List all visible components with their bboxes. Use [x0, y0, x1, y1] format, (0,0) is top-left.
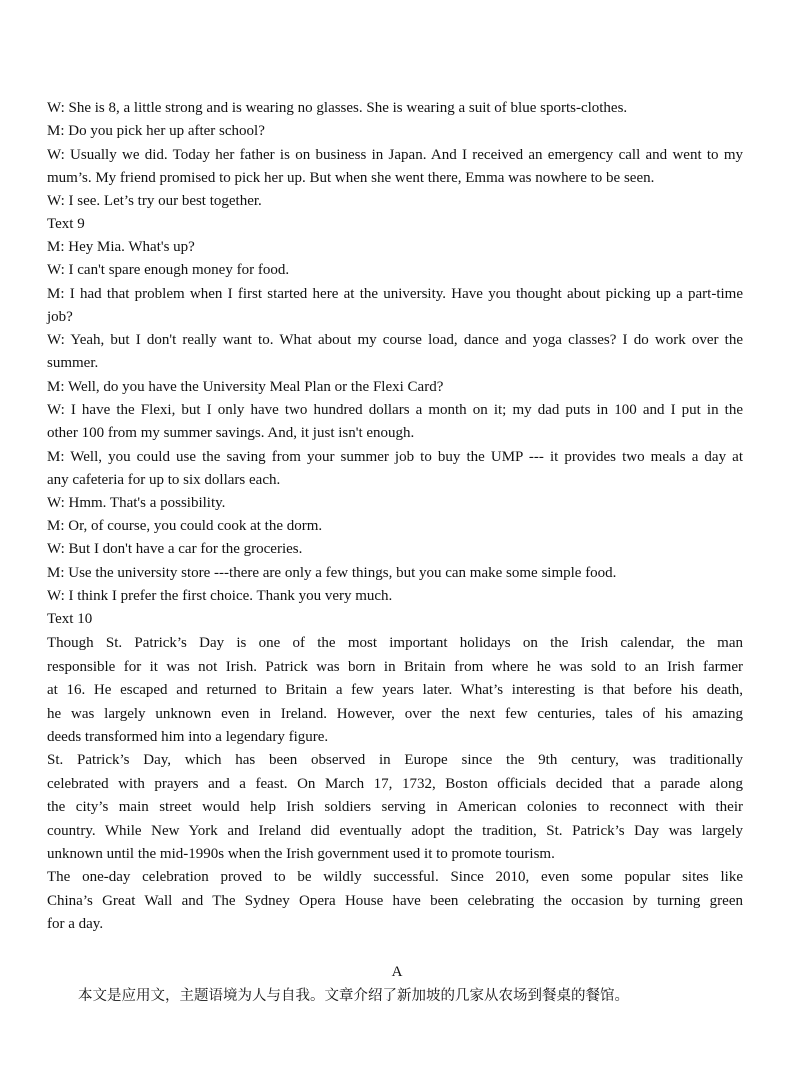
passage-line: deeds transformed him into a legendary figure.: [47, 729, 329, 745]
dialogue-line: W: I see. Let’s try our best together.: [47, 193, 262, 209]
passage-line: celebrated with prayers and a feast. On March 17, 1732, Boston officials decided that a parade along: [47, 776, 743, 792]
dialogue-line: M: Hey Mia. What's up?: [47, 239, 195, 255]
dialogue-line: W: I can't spare enough money for food.: [47, 262, 290, 278]
dialogue-line: W: She is 8, a little strong and is wearing no glasses. She is wearing a suit of blue sports-clothes.: [47, 100, 628, 116]
passage-line: St. Patrick’s Day, which has been observed in Europe since the 9th century, was traditionally: [47, 752, 743, 768]
dialogue-line: M: I had that problem when I first started here at the university. Have you thought about picking up a part-time: [47, 286, 743, 302]
dialogue-line: M: Use the university store ---there are only a few things, but you can make some simple food.: [47, 565, 617, 581]
passage-line: he was largely unknown even in Ireland. However, over the next few centuries, tales of his amazing: [47, 706, 743, 722]
dialogue-line: summer.: [47, 355, 99, 371]
dialogue-line: W: Usually we did. Today her father is on business in Japan. And I received an emergency call and went to my: [47, 147, 743, 163]
section-label-text-9: Text 9: [47, 216, 85, 232]
passage-line: China’s Great Wall and The Sydney Opera House have been celebrating the occasion by turning green: [47, 893, 743, 909]
chinese-summary: 本文是应用文，主题语境为人与自我。文章介绍了新加坡的几家从农场到餐桌的餐馆。: [78, 988, 629, 1004]
dialogue-line: mum’s. My friend promised to pick her up. But when she went there, Emma was nowhere to be seen.: [47, 170, 655, 186]
dialogue-line: M: Well, do you have the University Meal Plan or the Flexi Card?: [47, 379, 444, 395]
passage-line: Though St. Patrick’s Day is one of the most important holidays on the Irish calendar, the man: [47, 635, 743, 651]
dialogue-line: M: Do you pick her up after school?: [47, 123, 265, 139]
passage-line: at 16. He escaped and returned to Britain a few years later. What’s interesting is that before his death,: [47, 682, 743, 698]
dialogue-line: W: I have the Flexi, but I only have two hundred dollars a month on it; my dad puts in 100 and I put in the: [47, 402, 743, 418]
dialogue-line: M: Well, you could use the saving from your summer job to buy the UMP --- it provides two meals a day at: [47, 449, 743, 465]
dialogue-line: W: But I don't have a car for the groceries.: [47, 541, 303, 557]
passage-line: for a day.: [47, 916, 104, 932]
passage-line: The one-day celebration proved to be wildly successful. Since 2010, even some popular sites like: [47, 869, 743, 885]
passage-line: unknown until the mid-1990s when the Irish government used it to promote tourism.: [47, 846, 555, 862]
section-label-text-10: Text 10: [47, 611, 93, 627]
dialogue-line: W: Hmm. That's a possibility.: [47, 495, 226, 511]
section-heading: A: [391, 964, 403, 980]
dialogue-line: W: Yeah, but I don't really want to. What about my course load, dance and yoga classes? I do work over the: [47, 332, 743, 348]
dialogue-line: W: I think I prefer the first choice. Thank you very much.: [47, 588, 393, 604]
dialogue-line: any cafeteria for up to six dollars each.: [47, 472, 281, 488]
passage-line: country. While New York and Ireland did eventually adopt the tradition, St. Patrick’s Day was largely: [47, 823, 743, 839]
dialogue-line: M: Or, of course, you could cook at the dorm.: [47, 518, 323, 534]
passage-line: the city’s main street would help Irish soldiers serving in American colonies to reconnect with their: [47, 799, 743, 815]
dialogue-line: other 100 from my summer savings. And, it just isn't enough.: [47, 425, 415, 441]
passage-line: responsible for it was not Irish. Patrick was born in Britain from where he was sold to an Irish farmer: [47, 659, 743, 675]
dialogue-line: job?: [47, 309, 73, 325]
